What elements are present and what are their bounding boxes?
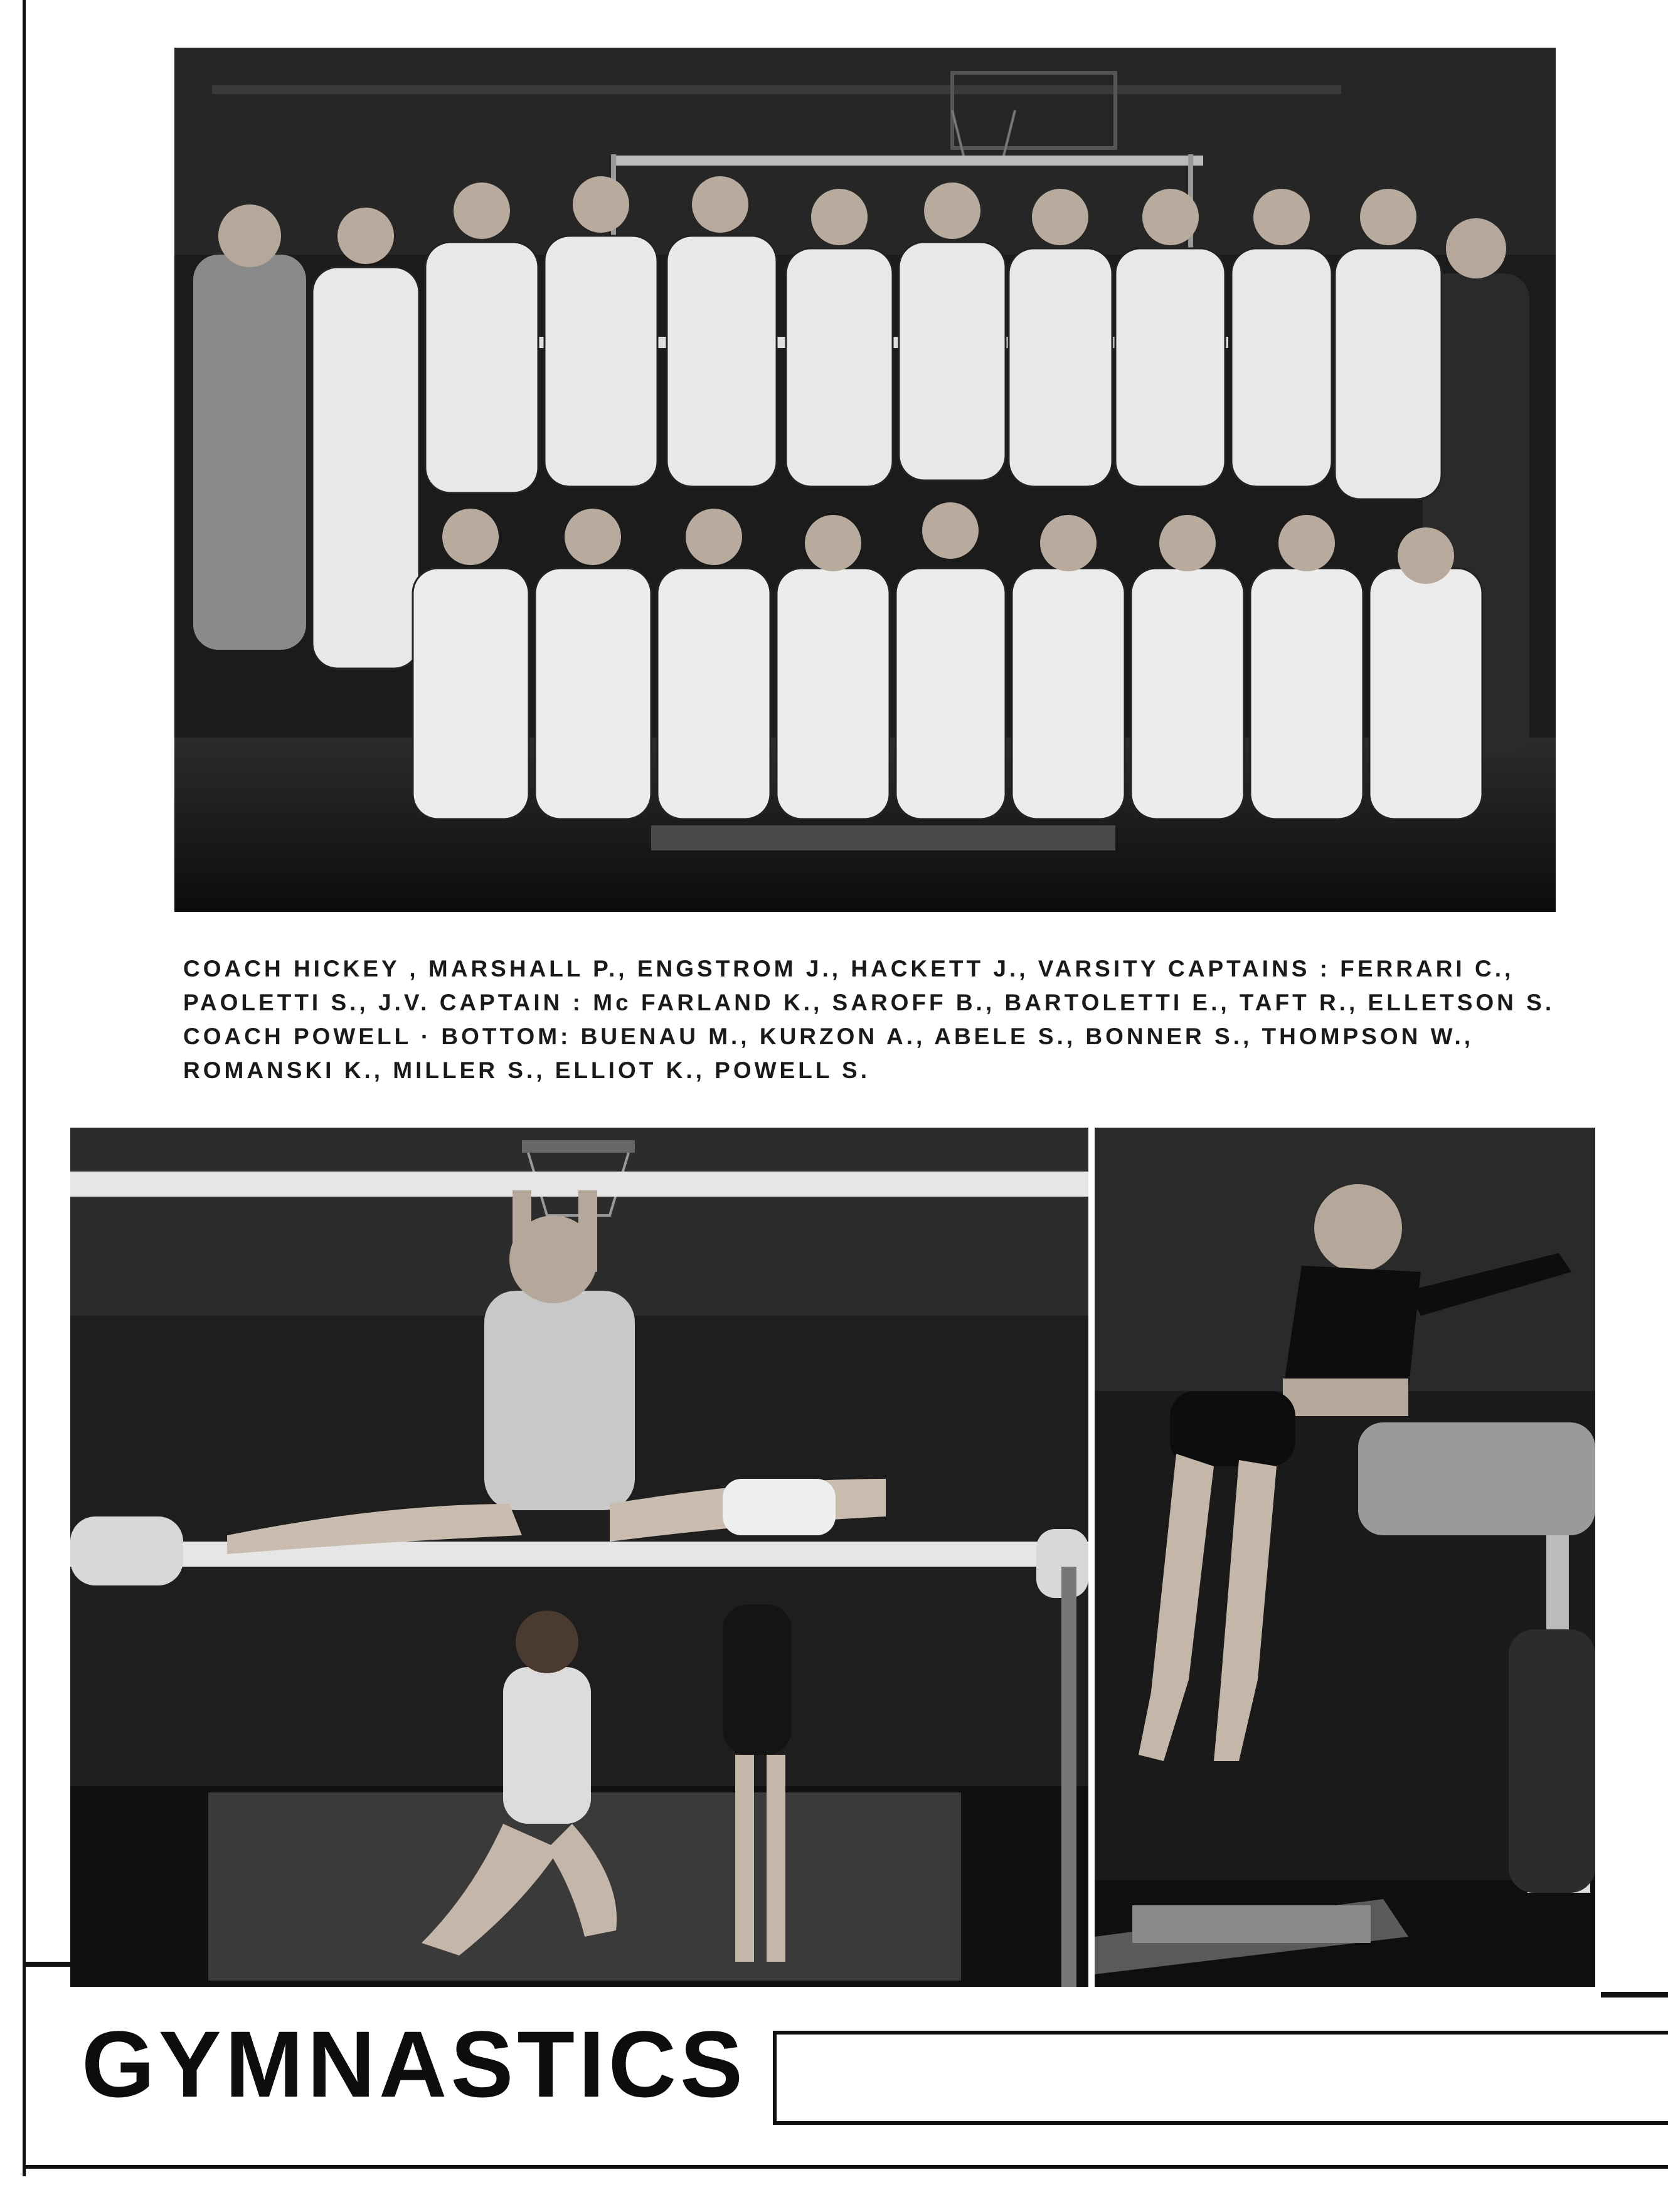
uneven-bars-illustration [70, 1128, 1088, 1987]
left-border-rule [23, 0, 26, 2176]
caption-line: COACH HICKEY , MARSHALL P., ENGSTROM J., HACKETT J., VARSITY CAPTAINS : FERRARI C., [183, 956, 1514, 982]
right-bracket-rule [1601, 1992, 1668, 1998]
team-photo-caption [183, 952, 1595, 1087]
title-frame-box [773, 2031, 1668, 2125]
vault-illustration [1095, 1128, 1595, 1987]
team-photo-illustration [174, 48, 1556, 912]
left-bracket-rule [23, 1962, 73, 1967]
caption-line: COACH POWELL · BOTTOM: BUENAU M., KURZON A., ABELE S., BONNER S., THOMPSON W., [183, 1024, 1474, 1049]
team-photo [174, 48, 1556, 912]
uneven-bars-photo [70, 1128, 1088, 1987]
bottom-border-rule [23, 2165, 1668, 2169]
caption-line: PAOLETTI S., J.V. CAPTAIN : Mc FARLAND K., SAROFF B., BARTOLETTI E., TAFT R., ELLETSON S. [183, 990, 1555, 1015]
section-title: GYMNASTICS [82, 2011, 747, 2117]
vault-photo [1095, 1128, 1595, 1987]
caption-line: ROMANSKI K., MILLER S., ELLIOT K., POWELL S. [183, 1057, 870, 1083]
